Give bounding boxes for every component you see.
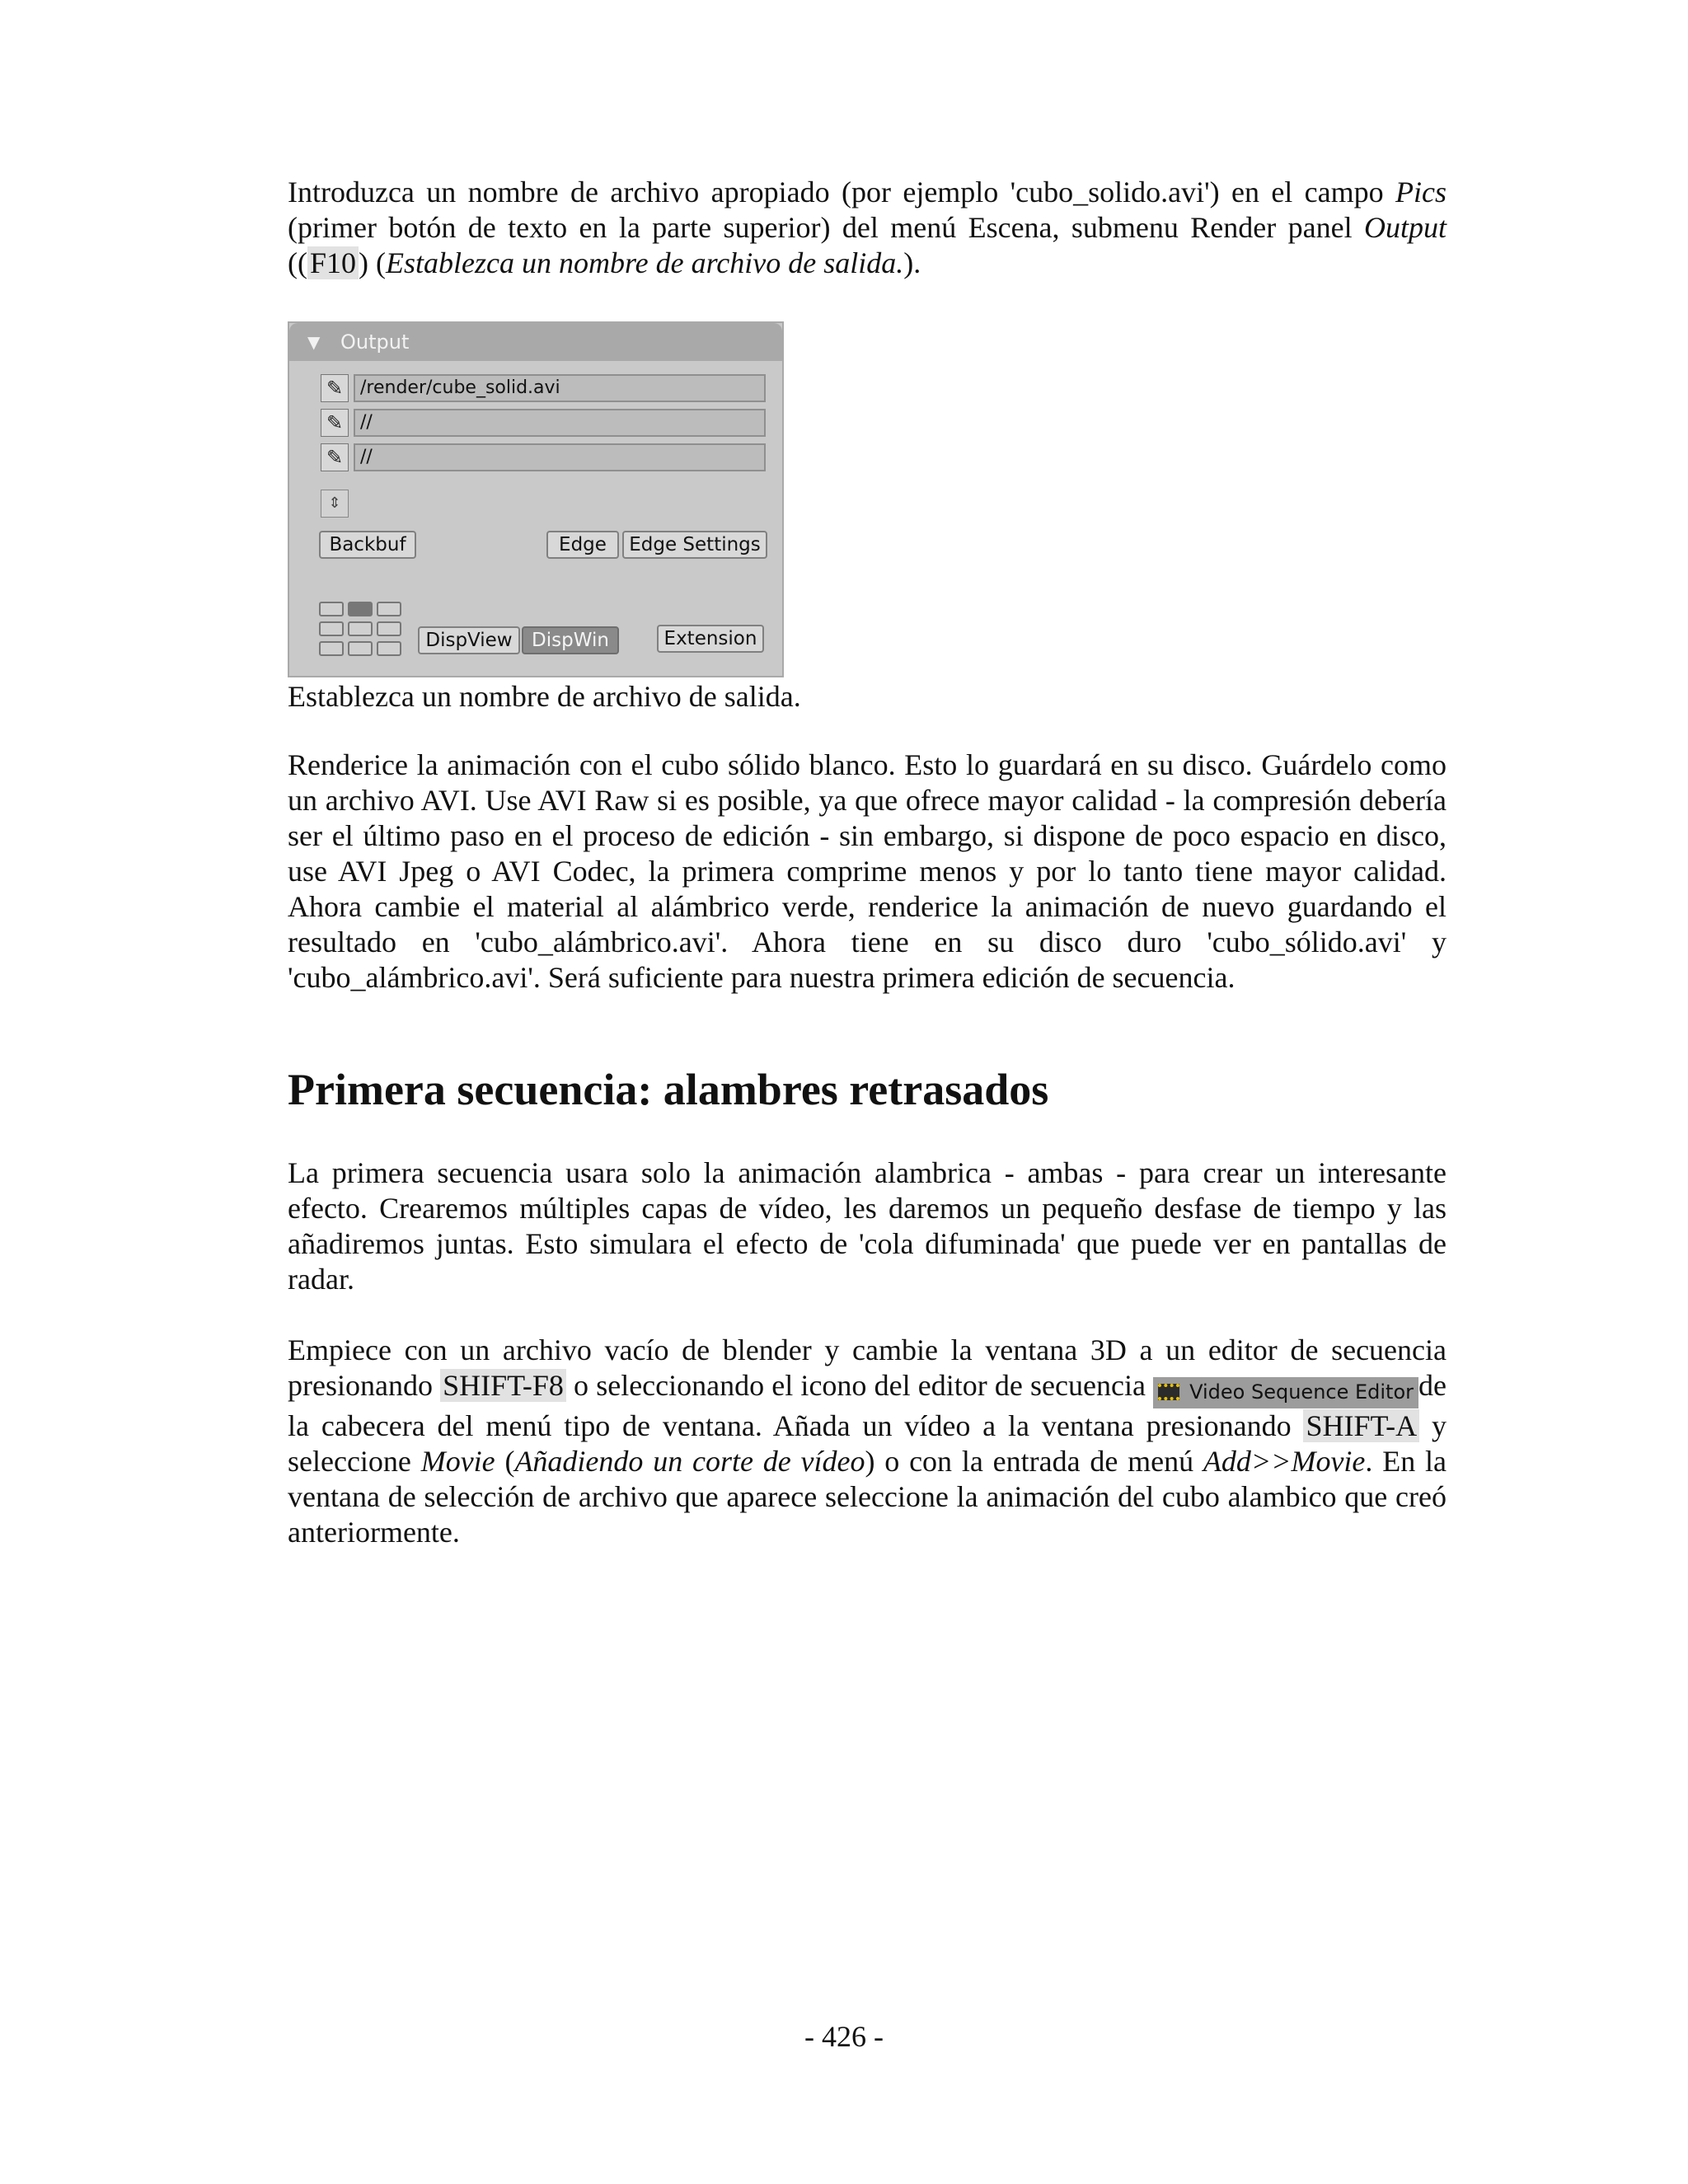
shortcut-f10: F10 bbox=[307, 246, 359, 279]
extension-button[interactable]: Extension bbox=[657, 625, 764, 653]
text-run: o seleccionando el icono del editor de secuencia bbox=[565, 1369, 1154, 1402]
text-run: de la cabecera del menú tipo de ventana. Añada un vídeo a la ventana presionando bbox=[288, 1369, 1447, 1442]
ftype-field[interactable]: // bbox=[354, 443, 766, 471]
vse-label-text: Video Sequence Editor bbox=[1189, 1380, 1414, 1404]
backbuf-field[interactable]: // bbox=[354, 409, 766, 437]
page-number: - 426 - bbox=[804, 2020, 884, 2053]
caption-reference: Establezca un nombre de archivo de salida. bbox=[386, 246, 904, 279]
section-heading: Primera secuencia: alambres retrasados bbox=[288, 1065, 1049, 1114]
link-reference: Añadiendo un corte de vídeo bbox=[514, 1445, 865, 1478]
file-browse-icon[interactable]: ✎ bbox=[321, 374, 349, 402]
threads-grid[interactable] bbox=[319, 602, 403, 659]
text-run: y seleccione bbox=[288, 1409, 1447, 1478]
edge-settings-button[interactable]: Edge Settings bbox=[622, 531, 767, 559]
text-run: . En la ventana de selección de archivo que aparece seleccione la animación del cubo alambico que creó anteriormente. bbox=[288, 1445, 1447, 1549]
dispwin-button[interactable]: DispWin bbox=[522, 626, 619, 654]
edge-button[interactable]: Edge bbox=[546, 531, 619, 559]
intro-paragraph bbox=[288, 175, 1447, 281]
panel-header[interactable] bbox=[289, 323, 782, 361]
text-run: ) ( bbox=[359, 246, 386, 279]
sequence-intro-paragraph: La primera secuencia usara solo la animación alambrica - ambas - para crear un interesante efecto. Crearemos múltiples capas de vídeo, les daremos un pequeño desfase de tiempo y las añadiremos juntas. Esto simulara el efecto de 'cola difuminada' que puede ver en pantallas de radar. bbox=[288, 1156, 1447, 1296]
video-sequence-editor-button[interactable] bbox=[1153, 1377, 1418, 1408]
text-run: (primer botón de texto en la parte superior) del menú Escena, submenu Render panel bbox=[288, 211, 1364, 244]
output-panel bbox=[288, 321, 784, 677]
movie-term: Movie bbox=[420, 1445, 495, 1478]
backbuf-button[interactable]: Backbuf bbox=[319, 531, 416, 559]
text-run: ). bbox=[903, 246, 921, 279]
output-term: Output bbox=[1363, 211, 1447, 244]
scene-selector-icon[interactable]: ⇕ bbox=[321, 490, 349, 518]
shortcut-shift-f8: SHIFT-F8 bbox=[440, 1369, 566, 1402]
collapse-triangle-icon[interactable]: ▼ bbox=[307, 332, 321, 352]
vse-instructions-paragraph bbox=[288, 1333, 1447, 1550]
film-strip-icon bbox=[1158, 1384, 1179, 1400]
panel-title: Output bbox=[340, 330, 410, 354]
file-browse-icon[interactable]: ✎ bbox=[321, 443, 349, 471]
shortcut-shift-a: SHIFT-A bbox=[1303, 1409, 1419, 1442]
text-run: (( bbox=[288, 246, 307, 279]
text-run: Empiece con un archivo vacío de blender y cambie la ventana 3D a un editor de secuencia presionando bbox=[288, 1333, 1447, 1402]
figure-caption: Establezca un nombre de archivo de salida. bbox=[288, 680, 801, 713]
text-run: ( bbox=[495, 1445, 515, 1478]
dispview-button[interactable]: DispView bbox=[418, 626, 520, 654]
file-browse-icon[interactable]: ✎ bbox=[321, 409, 349, 437]
text-run: ) o con la entrada de menú bbox=[865, 1445, 1203, 1478]
menu-path: Add>>Movie bbox=[1203, 1445, 1366, 1478]
text-run: Introduzca un nombre de archivo apropiado (por ejemplo 'cubo_solido.avi') en el campo bbox=[288, 176, 1396, 209]
pics-term: Pics bbox=[1395, 176, 1447, 209]
pics-field[interactable]: /render/cube_solid.avi bbox=[354, 374, 766, 402]
render-paragraph: Renderice la animación con el cubo sólido blanco. Esto lo guardará en su disco. Guárdelo como un archivo AVI. Use AVI Raw si es posible, ya que ofrece mayor calidad - la compresión debería ser el último paso en el proceso de edición - sin embargo, si dispone de poco espacio en disco, use AVI Jpeg o AVI Codec, la primera comprime menos y por lo tanto tiene mayor calidad. Ahora cambie el material al alámbrico verde, renderice la animación de nuevo guardando el resultado en 'cubo_alámbrico.avi'. Ahora tiene en su disco duro 'cubo_sólido.avi' y 'cubo_alámbrico.avi'. Será suficiente para nuestra primera edición de secuencia. bbox=[288, 748, 1447, 994]
